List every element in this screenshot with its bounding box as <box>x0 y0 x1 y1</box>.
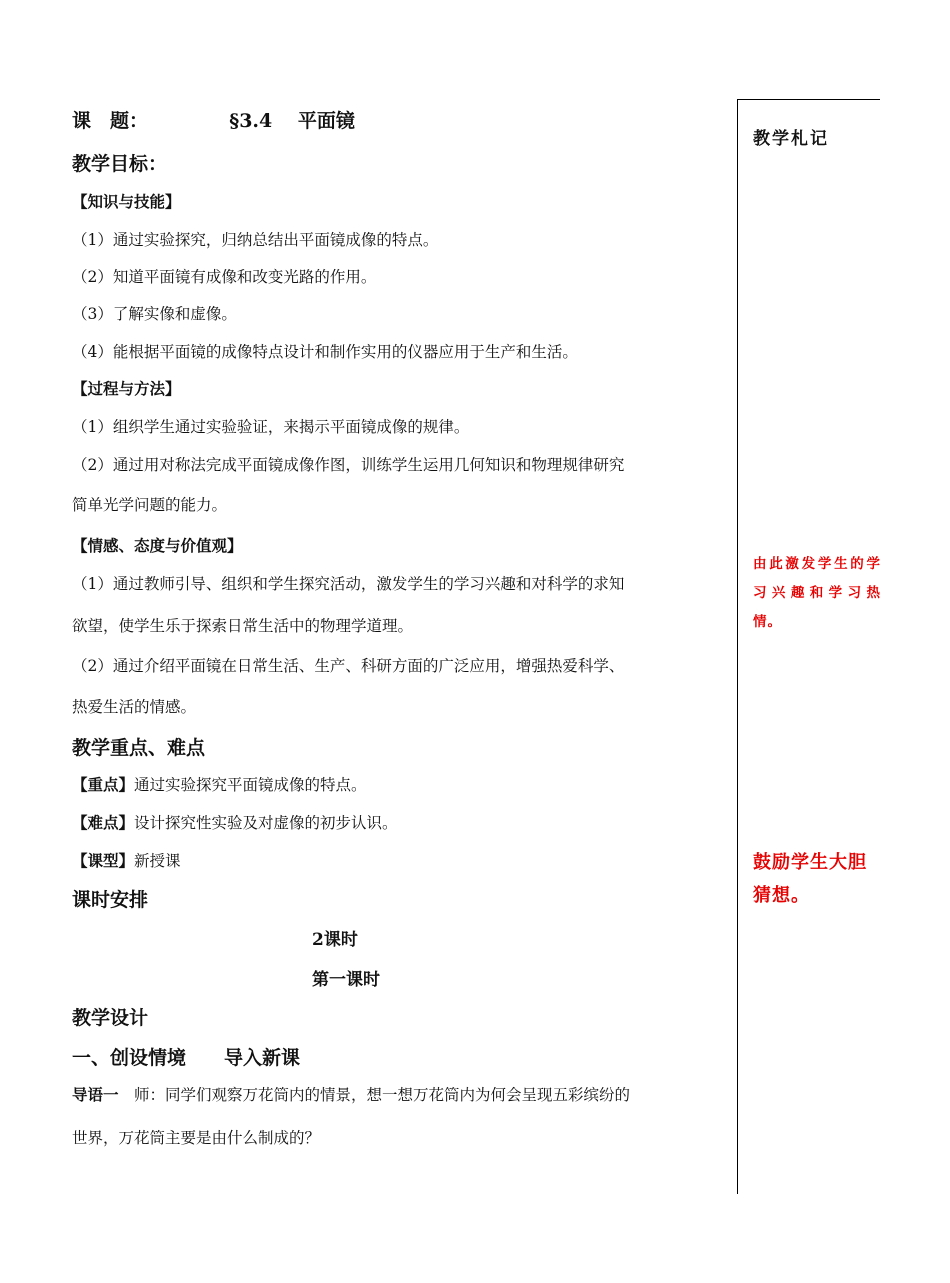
schedule-total: 2课时 <box>312 930 358 950</box>
emotion-item-2: （2）通过介绍平面镜在日常生活、生产、科研方面的广泛应用，增强热爱科学、 <box>72 657 625 675</box>
topic-label: 课 题： <box>72 110 149 132</box>
key-point <box>72 773 367 795</box>
intro-label: 导语一 <box>72 1085 119 1104</box>
process-item-2: （2）通过用对称法完成平面镜成像作图，训练学生运用几何知识和物理规律研究 <box>72 456 625 474</box>
key-points-heading: 教学重点、难点 <box>72 737 206 759</box>
intro-text-line2: 世界，万花筒主要是由什么制成的？ <box>72 1129 321 1147</box>
process-item-2-cont: 简单光学问题的能力。 <box>72 496 228 514</box>
schedule-first: 第一课时 <box>312 970 380 990</box>
knowledge-item-2: （2）知道平面镜有成像和改变光路的作用。 <box>72 268 377 286</box>
emotion-item-1-cont: 欲望，使学生乐于探索日常生活中的物理学道理。 <box>72 617 414 635</box>
knowledge-item-3: （3）了解实像和虚像。 <box>72 305 237 323</box>
key-text: 通过实验探究平面镜成像的特点。 <box>134 776 367 794</box>
knowledge-item-4: （4）能根据平面镜的成像特点设计和制作实用的仪器应用于生产和生活。 <box>72 343 578 361</box>
knowledge-item-1: （1）通过实验探究，归纳总结出平面镜成像的特点。 <box>72 231 439 249</box>
process-item-1: （1）组织学生通过实验验证，来揭示平面镜成像的规律。 <box>72 418 470 436</box>
emotion-heading: 【情感、态度与价值观】 <box>72 536 243 555</box>
lesson-type <box>72 849 181 871</box>
topic-value: §3.4 平面镜 <box>229 110 355 132</box>
intro-text-line1: 师：同学们观察万花筒内的情景，想一想万花筒内为何会呈现五彩缤纷的 <box>118 1086 631 1104</box>
process-heading: 【过程与方法】 <box>72 379 181 398</box>
notes-sidebar <box>737 99 880 1194</box>
section-1-heading: 一、创设情境 导入新课 <box>72 1047 301 1069</box>
objectives-heading: 教学目标： <box>72 153 168 175</box>
design-heading: 教学设计 <box>72 1007 149 1029</box>
intro-paragraph <box>72 1083 630 1105</box>
note-motivation: 由此激发学生的学习兴趣和学习热情。 <box>753 556 881 630</box>
notes-title: 教学札记 <box>753 129 829 149</box>
difficult-text: 设计探究性实验及对虚像的初步认识。 <box>134 814 398 832</box>
schedule-heading: 课时安排 <box>72 889 149 911</box>
difficult-point <box>72 811 398 833</box>
key-label: 【重点】 <box>72 775 135 794</box>
note-encourage: 鼓励学生大胆猜想。 <box>753 852 867 906</box>
topic-line <box>72 106 355 133</box>
emotion-item-2-cont: 热爱生活的情感。 <box>72 698 197 716</box>
difficult-label: 【难点】 <box>72 813 135 832</box>
knowledge-heading: 【知识与技能】 <box>72 192 181 211</box>
emotion-item-1: （1）通过教师引导、组织和学生探究活动，激发学生的学习兴趣和对科学的求知 <box>72 575 625 593</box>
type-label: 【课型】 <box>72 851 135 870</box>
type-text: 新授课 <box>134 852 181 870</box>
